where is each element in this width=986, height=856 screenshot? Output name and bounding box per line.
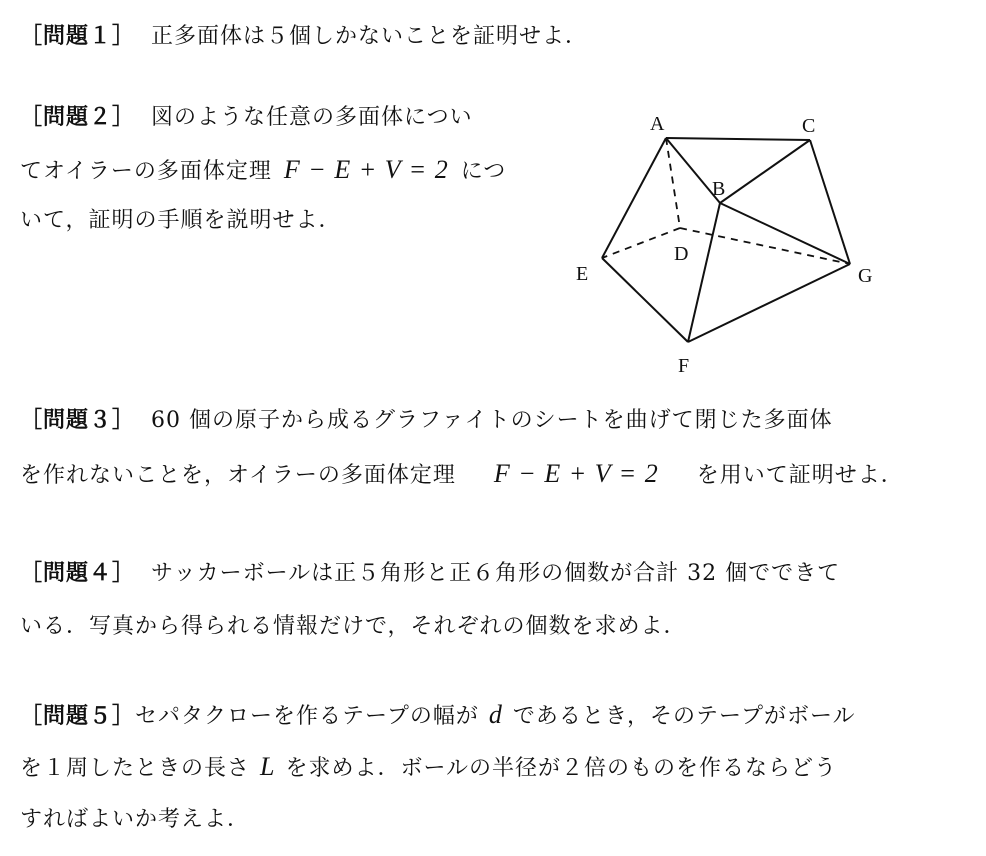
problem-2-text-2-post: につ	[460, 159, 507, 184]
edge-c-g	[810, 140, 850, 264]
problem-5-text-1-post: であるとき，そのテープがボール	[512, 704, 856, 729]
problem-1-label: ［問題１］	[20, 24, 136, 49]
vertex-label-g: G	[858, 265, 873, 287]
variable-d: d	[488, 700, 503, 729]
edge-a-e	[602, 138, 666, 258]
problem-3-line-2	[20, 459, 904, 491]
edge-b-f	[688, 203, 720, 342]
problem-4-text-2: いる．写真から得られる情報だけで，それぞれの個数を求めよ．	[20, 614, 687, 639]
problem-5-line-2	[20, 752, 837, 784]
problem-5-text-2-post: を求めよ．ボールの半径が２倍のものを作るならどう	[285, 756, 838, 781]
hidden-edge-d-g	[680, 228, 850, 264]
problem-3-text-2: を作れないことを，オイラーの多面体定理	[20, 463, 456, 488]
variable-l: L	[260, 752, 276, 781]
problem-4-text-1: サッカーボールは正５角形と正６角形の個数が合計 32 個でできて	[151, 561, 841, 586]
problem-2-label: ［問題２］	[20, 105, 136, 130]
problem-5-text-2: を１周したときの長さ	[20, 756, 251, 781]
problem-2-formula: F − E + V = 2	[283, 155, 449, 184]
problem-2-text-1: 図のような任意の多面体につい	[151, 105, 473, 130]
problem-5-text-1: セパタクローを作るテープの幅が	[135, 704, 479, 729]
problem-3-text-1: 60 個の原子から成るグラファイトのシートを曲げて閉じた多面体	[151, 408, 833, 433]
problem-5-line-3	[20, 805, 250, 835]
problem-1-text: 正多面体は５個しかないことを証明せよ．	[151, 24, 589, 49]
problem-3-label: ［問題３］	[20, 408, 136, 433]
vertex-label-d: D	[674, 243, 689, 265]
vertex-label-b: B	[712, 178, 726, 200]
problem-3-formula: F − E + V = 2	[493, 459, 659, 488]
hidden-edge-d-e	[602, 228, 680, 258]
problem-3-text-2-post: を用いて証明せよ．	[696, 463, 904, 488]
problem-5-line-1	[20, 700, 856, 732]
vertex-label-a: A	[650, 113, 665, 135]
vertex-label-f: F	[678, 355, 690, 377]
edge-a-c	[666, 138, 810, 140]
problem-5-text-3: すればよいか考えよ．	[20, 807, 251, 832]
edge-b-g	[720, 203, 850, 264]
problem-4-line-1	[20, 559, 840, 589]
problem-5-label: ［問題５］	[20, 704, 136, 729]
edge-e-f	[602, 258, 688, 342]
edge-f-g	[688, 264, 850, 342]
edge-c-b	[720, 140, 810, 203]
vertex-label-c: C	[802, 115, 816, 137]
problem-3-line-1	[20, 406, 833, 436]
problem-4-line-2	[20, 612, 687, 642]
problem-2-text-3: いて，証明の手順を説明せよ．	[20, 208, 342, 233]
vertex-label-e: E	[576, 263, 589, 285]
problem-2-text-2: てオイラーの多面体定理	[20, 159, 272, 184]
problem-4-label: ［問題４］	[20, 561, 136, 586]
